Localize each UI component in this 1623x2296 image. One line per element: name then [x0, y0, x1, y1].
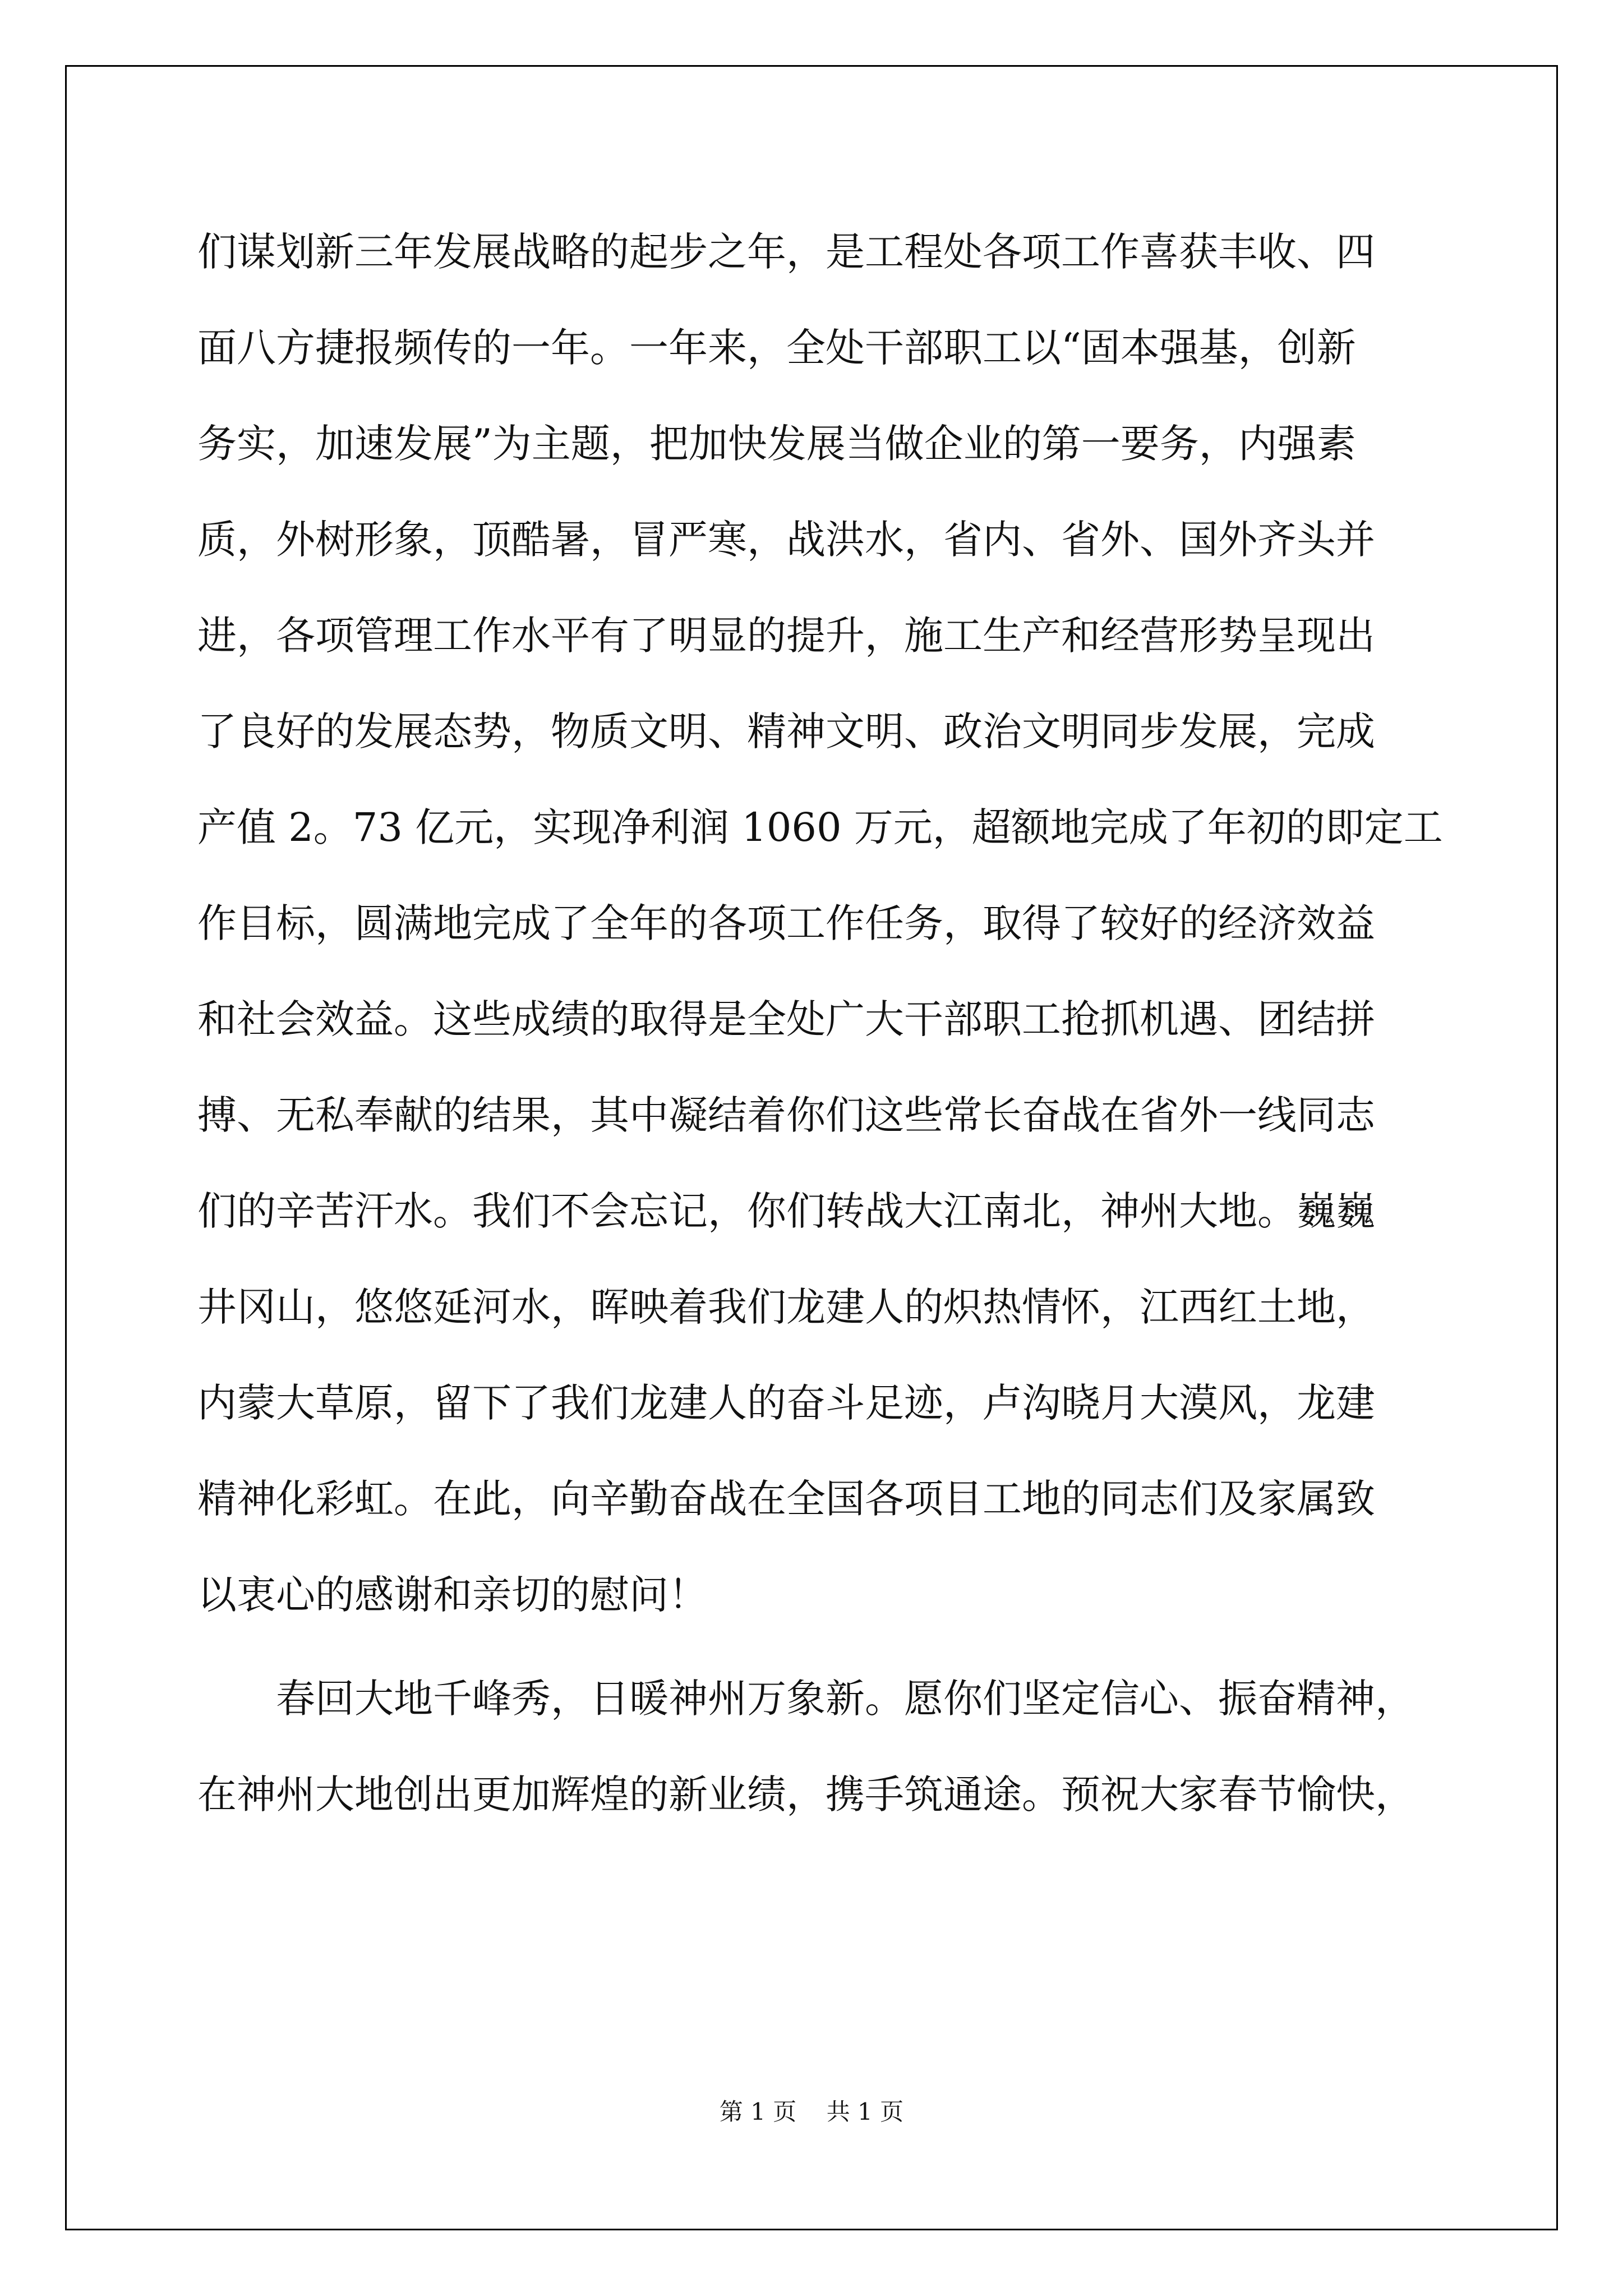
text-line: 作目标，圆满地完成了全年的各项工作任务，取得了较好的经济效益: [197, 900, 1375, 946]
text-line: 在神州大地创出更加辉煌的新业绩，携手筑通途。预祝大家春节愉快，: [197, 1772, 1414, 1818]
text-line: 进，各项管理工作水平有了明显的提升，施工生产和经营形势呈现出: [197, 613, 1375, 659]
text-line: 质，外树形象，顶酷暑，冒严寒，战洪水，省内、省外、国外齐头并: [197, 517, 1375, 563]
text-line: 井冈山，悠悠延河水，晖映着我们龙建人的炽热情怀，江西红土地，: [197, 1284, 1375, 1330]
paragraph-spacer: [197, 1643, 1454, 1651]
text-line: 们的辛苦汗水。我们不会忘记，你们转战大江南北，神州大地。巍巍: [197, 1188, 1375, 1234]
document-body: [197, 204, 1454, 1843]
text-line: 内蒙大草原，留下了我们龙建人的奋斗足迹，卢沟晓月大漠风，龙建: [197, 1380, 1375, 1426]
text-line: 和社会效益。这些成绩的取得是全处广大干部职工抢抓机遇、团结拼: [197, 996, 1375, 1042]
text-line: 面八方捷报频传的一年。一年来，全处干部职工以“固本强基，创新: [197, 325, 1356, 371]
text-line: 了良好的发展态势，物质文明、精神文明、政治文明同步发展，完成: [197, 708, 1375, 754]
text-line: 以衷心的感谢和亲切的慰问！: [197, 1572, 708, 1618]
page-number-footer: 第 1 页 共 1 页: [719, 2098, 904, 2125]
text-line: 精神化彩虹。在此，向辛勤奋战在全国各项目工地的同志们及家属致: [197, 1476, 1375, 1522]
text-line: 搏、无私奉献的结果，其中凝结着你们这些常长奋战在省外一线同志: [197, 1092, 1375, 1138]
text-line: 春回大地千峰秀，日暖神州万象新。愿你们坚定信心、振奋精神，: [276, 1676, 1414, 1722]
text-line: 产值 2。73 亿元，实现净利润 1060 万元，超额地完成了年初的即定工: [197, 804, 1443, 850]
text-line: 务实，加速发展”为主题，把加快发展当做企业的第一要务，内强素: [197, 421, 1356, 467]
paragraph-2: [197, 1651, 1454, 1843]
text-line: 们谋划新三年发展战略的起步之年，是工程处各项工作喜获丰收、四: [197, 229, 1375, 275]
paragraph-1: [197, 204, 1454, 1643]
